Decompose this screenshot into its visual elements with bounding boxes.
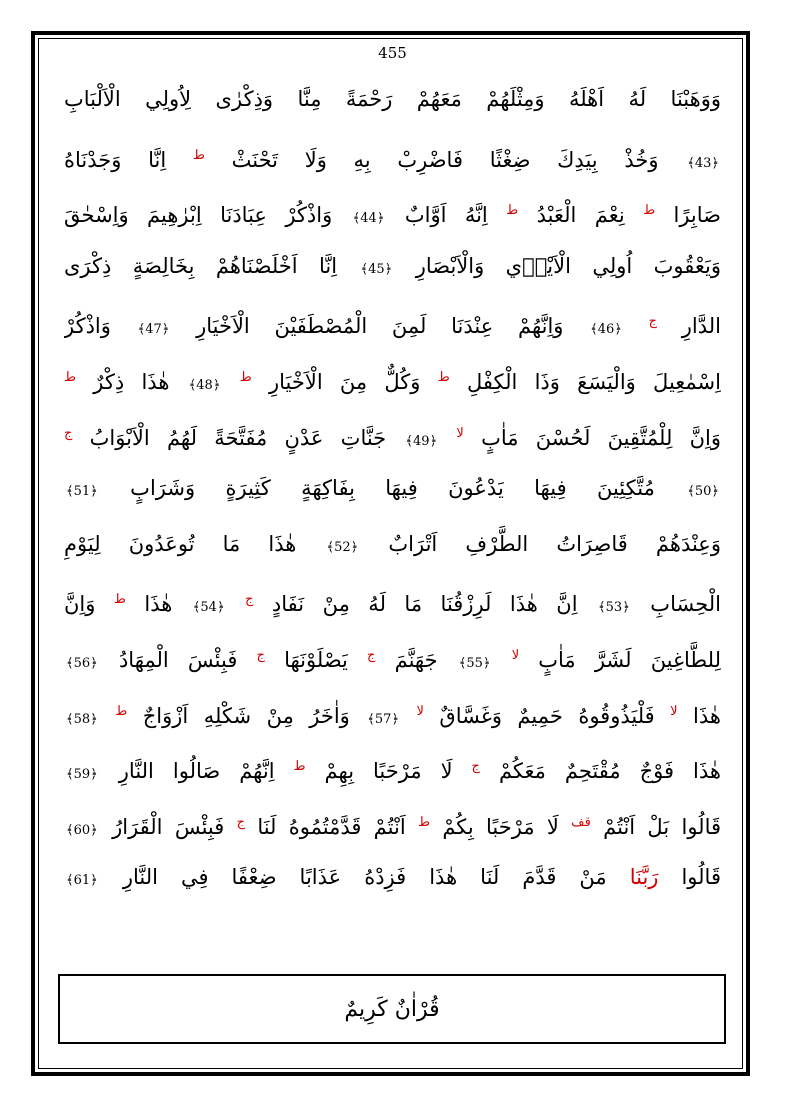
verse-text: هٰذَا فَوْجٌ مُقْتَحِمٌ مَعَكُمْ: [479, 759, 721, 784]
pause-mark: ج: [648, 314, 658, 330]
verse-text: وَاِنَّهُمْ عِنْدَنَا لَمِنَ الْمُصْطَفَيْنَ الْاَخْيَارِ: [171, 314, 589, 339]
text-line: [64, 739, 721, 795]
pause-mark: ط: [643, 203, 656, 219]
text-line: [64, 72, 721, 128]
verse-text: اِنَّهُمْ صَالُوا النَّارِ: [99, 759, 294, 784]
pause-mark: ج: [367, 647, 376, 663]
verse-text: جَهَنَّمَ: [375, 647, 457, 672]
verse-text: نِعْمَ الْعَبْدُ: [518, 203, 644, 228]
verse-text: [227, 592, 245, 616]
pause-mark: لا: [456, 425, 464, 441]
pause-mark: ط: [115, 703, 128, 719]
verse-number: ﴿43﴾: [687, 155, 719, 171]
pause-mark: ط: [113, 592, 126, 608]
verse-text: فَبِئْسَ الْمِهَادُ: [99, 647, 257, 672]
verse-text: [624, 314, 649, 338]
footer-box: [58, 974, 726, 1044]
verse-text: لَا مَرْحَبًا بِكُمْ: [430, 814, 572, 839]
verse-text: الْحِسَابِ: [631, 592, 721, 617]
pause-mark: لا: [670, 703, 678, 719]
verse-number: ﴿54﴾: [192, 600, 225, 616]
verse-text: فَبِئْسَ الْقَرَارُ: [99, 814, 237, 839]
verse-number: ﴿46﴾: [590, 322, 622, 338]
verse-text: قَالُوا بَلْ اَنْتُمْ: [590, 814, 721, 839]
verse-number: ﴿59﴾: [66, 767, 98, 783]
verse-text: صَابِرًا: [655, 203, 721, 228]
verse-text: لَا مَرْحَبًا بِهِمْ: [305, 759, 472, 784]
verse-text: وَوَهَبْنَا لَهُ اَهْلَهُ وَمِثْلَهُمْ مَعَهُمْ رَحْمَةً مِنَّا وَذِكْرٰى لِاُولِي الْاَلْبَابِ: [64, 87, 721, 111]
verse-text: [401, 704, 416, 728]
verse-text: وَاذْكُرْ: [64, 314, 136, 339]
verse-text: وَكُلٌّ مِنَ الْاَخْيَارِ: [251, 369, 438, 394]
verse-text: هٰذَا: [677, 703, 721, 728]
quran-text-block: [64, 72, 721, 906]
verse-text: مُتَّكِئِينَ فِيهَا يَدْعُونَ فِيهَا بِفَاكِهَةٍ كَثِيرَةٍ وَشَرَابٍ: [99, 476, 686, 501]
verse-number: ﴿52﴾: [326, 539, 359, 555]
verse-text: يَصْلَوْنَهَا: [264, 647, 368, 672]
verse-text: هٰذَا: [125, 592, 191, 617]
verse-text: اِنَّ هٰذَا لَرِزْقُنَا مَا لَهُ مِنْ نَفَادٍ: [253, 592, 597, 617]
pause-mark: لا: [511, 647, 520, 663]
text-line: [64, 294, 721, 350]
pause-mark: ط: [293, 759, 306, 775]
verse-number: ﴿44﴾: [352, 211, 385, 227]
page-number: 455: [378, 44, 407, 62]
verse-text: وَخُذْ بِيَدِكَ ضِغْثًا فَاضْرِبْ بِهِ وَلَا تَحْنَثْ: [204, 147, 686, 172]
verse-text: [222, 370, 239, 394]
verse-text: [439, 426, 456, 450]
pause-mark: ط: [437, 369, 450, 385]
verse-number: ﴿50﴾: [687, 484, 719, 500]
text-line: [64, 684, 721, 740]
verse-number: ﴿48﴾: [188, 377, 221, 393]
pause-mark: ج: [245, 592, 254, 608]
pause-mark: ط: [64, 369, 77, 385]
text-line: [64, 795, 721, 851]
text-line: [64, 128, 721, 184]
pause-mark: ج: [236, 814, 246, 830]
pause-mark: ج: [256, 647, 265, 663]
verse-text: وَاِنَّ لِلْمُتَّقِينَ لَحُسْنَ مَاٰبٍ: [463, 425, 721, 450]
verse-text: فَلْيَذُوقُوهُ حَمِيمٌ وَغَسَّاقٌ: [423, 703, 671, 728]
verse-text: لِلطَّاغِينَ لَشَرَّ مَاٰبٍ: [519, 647, 721, 672]
verse-number: ﴿55﴾: [458, 655, 491, 671]
verse-text: اِنَّهُ اَوَّابٌ: [386, 203, 507, 228]
verse-text: اِسْمٰعِيلَ وَالْيَسَعَ وَذَا الْكِفْلِ: [449, 369, 721, 394]
verse-text: جَنَّاتِ عَدْنٍ مُفَتَّحَةً لَهُمُ الْاَبْوَابُ: [72, 425, 404, 450]
verse-number: ﴿60﴾: [66, 822, 98, 838]
pause-mark: ط: [506, 203, 519, 219]
verse-text: [100, 704, 115, 728]
pause-mark: ط: [417, 814, 431, 830]
footer-title: قُرْاٰنٌ كَرِيمٌ: [344, 996, 440, 1022]
pause-mark: لا: [416, 703, 424, 719]
pause-mark: ج: [471, 759, 480, 775]
verse-text: اِنَّا اَخْلَصْنَاهُمْ بِخَالِصَةٍ ذِكْرَى: [64, 253, 359, 278]
pause-mark: قف: [571, 814, 591, 830]
verse-text: اَنْتُمْ قَدَّمْتُمُوهُ لَنَا: [245, 814, 418, 839]
text-line: [64, 517, 721, 573]
verse-number: ﴿58﴾: [66, 711, 98, 727]
verse-number: ﴿49﴾: [405, 433, 438, 449]
verse-text: اِنَّا وَجَدْنَاهُ: [64, 147, 193, 172]
verse-text: هٰذَا مَا تُوعَدُونَ لِيَوْمِ: [64, 531, 325, 556]
verse-number: ﴿56﴾: [66, 655, 98, 671]
text-line: [64, 350, 721, 406]
verse-text: مَنْ قَدَّمَ لَنَا هٰذَا فَزِدْهُ عَذَابًا ضِعْفًا فِي النَّارِ: [99, 865, 630, 890]
verse-number: ﴿47﴾: [137, 322, 170, 338]
verse-text: وَعِنْدَهُمْ قَاصِرَاتُ الطَّرْفِ اَتْرَابٌ: [360, 531, 721, 556]
verse-number: ﴿57﴾: [367, 711, 400, 727]
verse-text: وَاذْكُرْ عِبَادَنَا اِبْرٰهِيمَ وَاِسْحٰقَ: [64, 203, 351, 228]
verse-number: ﴿51﴾: [66, 484, 98, 500]
text-line: [64, 850, 721, 906]
verse-text: هٰذَا ذِكْرٌ: [76, 369, 187, 394]
verse-number: ﴿53﴾: [598, 600, 630, 616]
verse-number: ﴿45﴾: [360, 261, 393, 277]
verse-text: [493, 648, 512, 672]
verse-text: قَالُوا: [658, 865, 721, 890]
text-line: [64, 183, 721, 239]
pause-mark: ج: [64, 425, 73, 441]
pause-mark: ط: [192, 147, 205, 163]
verse-text: وَيَعْقُوبَ اُولِي الْاَيْدٖي وَالْاَبْصَارِ: [394, 253, 721, 278]
text-line: [64, 461, 721, 517]
pause-mark: ط: [239, 369, 252, 385]
verse-text: وَاِنَّ: [64, 592, 114, 617]
text-line: [64, 239, 721, 295]
highlighted-word: رَبَّنَا: [629, 865, 659, 890]
text-line: [64, 572, 721, 628]
verse-text: وَاٰخَرُ مِنْ شَكْلِهِ اَزْوَاجٌ: [127, 703, 366, 728]
text-line: [64, 406, 721, 462]
verse-text: الدَّارِ: [657, 314, 721, 339]
text-line: [64, 628, 721, 684]
verse-number: ﴿61﴾: [66, 873, 98, 889]
